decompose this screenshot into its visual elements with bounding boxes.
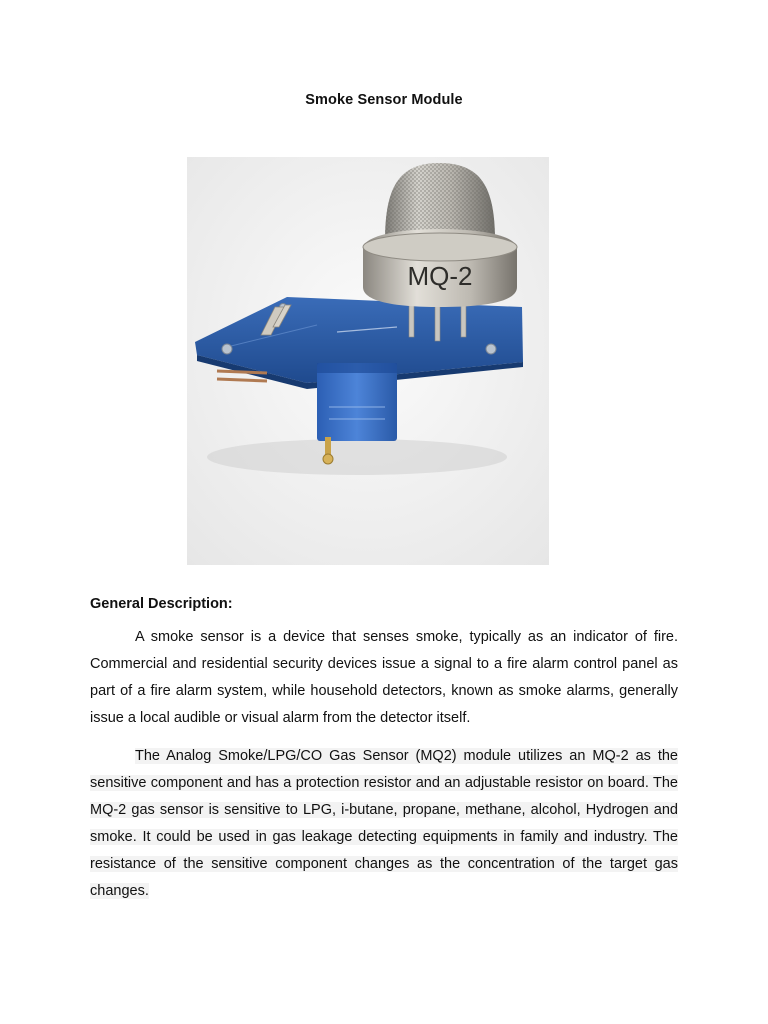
document-title: Smoke Sensor Module — [305, 92, 463, 108]
section-heading: General Description: — [90, 596, 233, 612]
paragraph-2 — [90, 743, 678, 905]
sensor-label: MQ-2 — [407, 261, 473, 291]
paragraph-1 — [90, 624, 678, 732]
paragraph-2-text: The Analog Smoke/LPG/CO Gas Sensor (MQ2) module utilizes an MQ-2 as the sensitive component and has a protection resistor and an adjustable resistor on board. The MQ-2 gas sensor is sensitive to LPG, i-butane, propane, methane, alcohol, Hydrogen and smoke. It could be used in gas leakage detecting equipments in family and industry. The resistance of the sensitive component changes as the concentration of the target gas changes. — [90, 748, 678, 899]
paragraph-1-text: A smoke sensor is a device that senses smoke, typically as an indicator of fire. Commercial and residential security devices issue a signal to a fire alarm control panel as part of a fire alarm system, while household detectors, known as smoke alarms, generally issue a local audible or visual alarm from the detector itself. — [90, 629, 678, 726]
sensor-module-photo — [187, 157, 549, 565]
